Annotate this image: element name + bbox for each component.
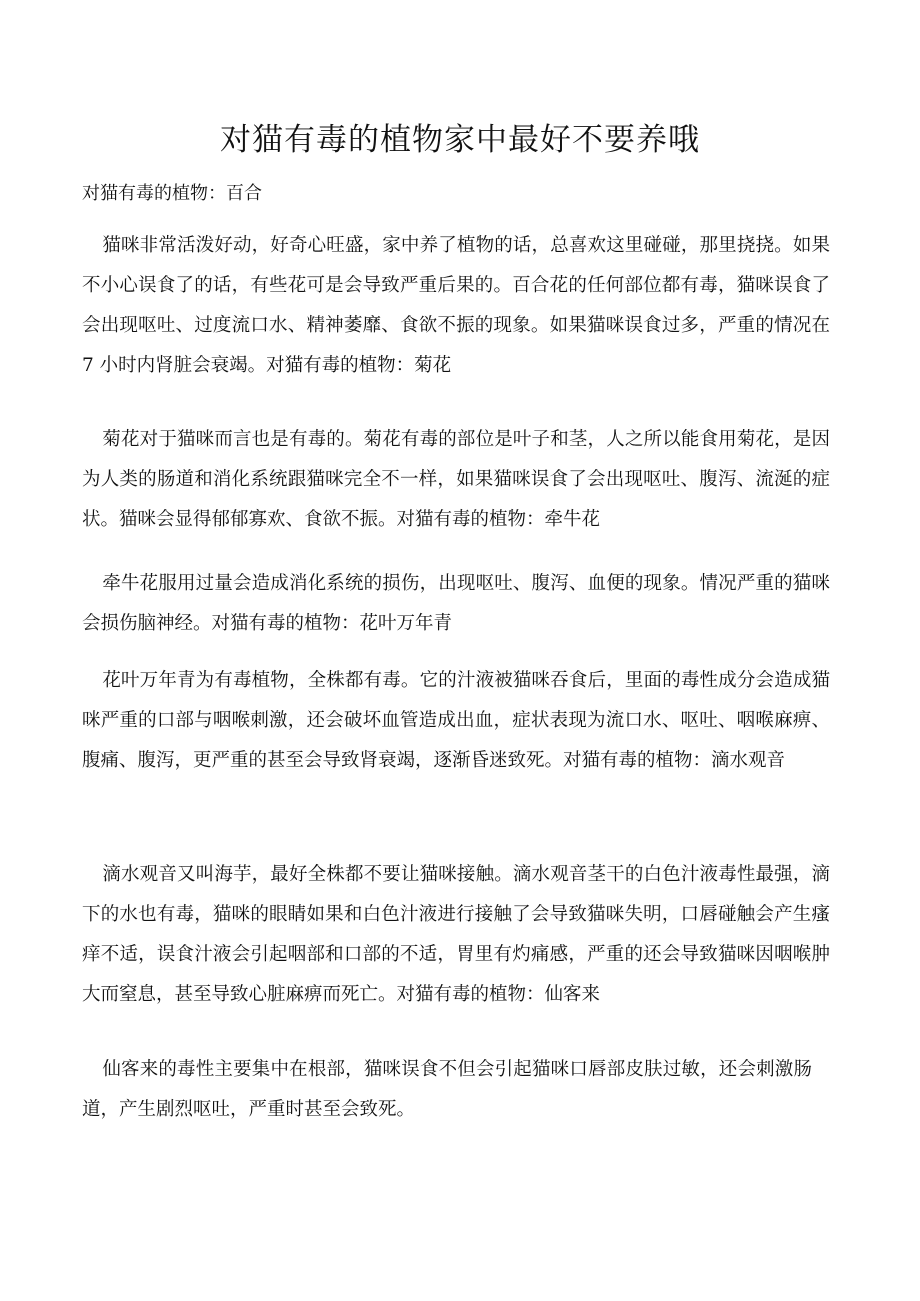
paragraph-morning-glory: 牵牛花服用过量会造成消化系统的损伤，出现呕吐、腹泻、血便的现象。情况严重的猫咪会损伤脑神经。对猫有毒的植物：花叶万年青	[82, 573, 830, 634]
paragraph-cyclamen: 仙客来的毒性主要集中在根部，猫咪误食不但会引起猫咪口唇部皮肤过敏，还会刺激肠道，产生剧烈呕吐，严重时甚至会致死。	[82, 1059, 812, 1120]
document-title: 对猫有毒的植物家中最好不要养哦	[220, 122, 700, 158]
paragraph-chrysanthemum: 菊花对于猫咪而言也是有毒的。菊花有毒的部位是叶子和茎，人之所以能食用菊花，是因为人类的肠道和消化系统跟猫咪完全不一样，如果猫咪误食了会出现呕吐、腹泻、流涎的症状。猫咪会显得郁郁寡欢、食欲不振。对猫有毒的植物：牵牛花	[82, 429, 830, 530]
paragraph-lily: 猫咪非常活泼好动，好奇心旺盛，家中养了植物的话，总喜欢这里碰碰，那里挠挠。如果不小心误食了的话，有些花可是会导致严重后果的。百合花的任何部位都有毒，猫咪误食了会出现呕吐、过度流口水、精神萎靡、食欲不振的现象。如果猫咪误食过多，严重的情况在 7 小时内肾脏会衰竭。对猫有毒的植物：菊花	[82, 235, 830, 376]
section-heading-lily: 对猫有毒的植物：百合	[82, 183, 262, 204]
paragraph-alocasia: 滴水观音又叫海芋，最好全株都不要让猫咪接触。滴水观音茎干的白色汁液毒性最强，滴下的水也有毒，猫咪的眼睛如果和白色汁液进行接触了会导致猫咪失明，口唇碰触会产生瘙痒不适，误食汁液会引起咽部和口部的不适，胃里有灼痛感，严重的还会导致猫咪因咽喉肿大而窒息，甚至导致心脏麻痹而死亡。对猫有毒的植物：仙客来	[82, 864, 830, 1005]
paragraph-dieffenbachia: 花叶万年青为有毒植物，全株都有毒。它的汁液被猫咪吞食后，里面的毒性成分会造成猫咪严重的口部与咽喉刺激，还会破坏血管造成出血，症状表现为流口水、呕吐、咽喉麻痹、腹痛、腹泻，更严重的甚至会导致肾衰竭，逐渐昏迷致死。对猫有毒的植物：滴水观音	[82, 670, 830, 771]
